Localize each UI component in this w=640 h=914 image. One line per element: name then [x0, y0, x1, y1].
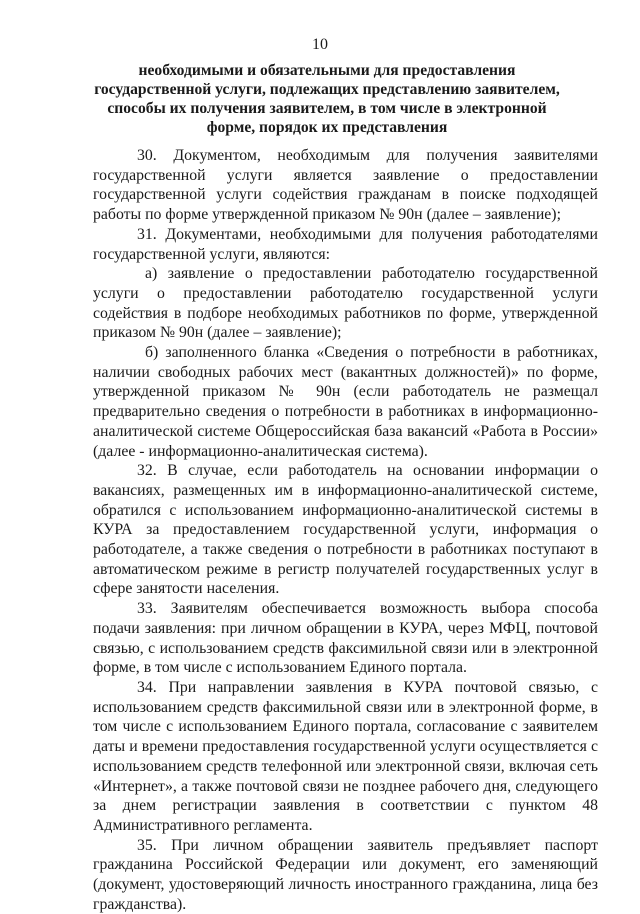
paragraph-31-a: а) заявление о предоставлении работодателю государственной услуги о предоставлении работодателю государственной услуги содействия в подборе необходимых работников по форме, утвержденной приказом № 90н (далее – заявление); [93, 265, 598, 342]
paragraph-31-b: б) заполненного бланка «Сведения о потребности в работниках, наличии свободных рабочих мест (вакантных должностей)» по форме, утвержденной приказом № 90н (если работодатель не размещал предварительно сведения о потребности в работниках в информационно-аналитической системе Общероссийская база вакансий «Работа в России» (далее - информационно-аналитическая система). [93, 344, 598, 460]
section-heading: необходимыми и обязательными для предоставления государственной услуги, подлежащих представлению заявителем, способы их получения заявителем, в том числе в электронной форме, порядок их представления [94, 62, 560, 136]
paragraph-30: 30. Документом, необходимым для получения заявителями государственной услуги является заявление о предоставлении государственной услуги содействия гражданам в поиске подходящей работы по форме утвержденной приказом № 90н (далее – заявление); [93, 147, 598, 224]
document-body [93, 146, 598, 914]
paragraph-33: 33. Заявителям обеспечивается возможность выбора способа подачи заявления: при личном обращении в КУРА, через МФЦ, почтовой связью, с использованием средств факсимильной связи или в электронной форме, в том числе с использованием Единого портала. [93, 600, 598, 677]
page-number: 10 [312, 36, 328, 53]
paragraph-35: 35. При личном обращении заявитель предъявляет паспорт гражданина Российской Федерации или документ, его заменяющий (документ, удостоверяющий личность иностранного гражданина, лица без гражданства). [93, 836, 598, 913]
paragraph-34: 34. При направлении заявления в КУРА почтовой связью, с использованием средств факсимильной связи или в электронной форме, в том числе с использованием Единого портала, согласование с заявителем даты и времени предоставления государственной услуги осуществляется с использованием средств телефонной или электронной связи, включая сеть «Интернет», а также почтовой связи не позднее рабочего дня, следующего за днем регистрации заявления в соответствии с пунктом 48 Административного регламента. [93, 678, 598, 834]
paragraph-31: 31. Документами, необходимыми для получения работодателями государственной услуги, являются: [93, 225, 598, 263]
paragraph-32: 32. В случае, если работодатель на основании информации о вакансиях, размещенных им в информационно-аналитической системе, обратился с использованием информационно-аналитической системы в КУРА за предоставлением государственной услуги, информация о работодателе, а также сведения о потребности в работниках поступают в автоматическом режиме в регистр получателей государственных услуг в сфере занятости населения. [93, 462, 598, 598]
